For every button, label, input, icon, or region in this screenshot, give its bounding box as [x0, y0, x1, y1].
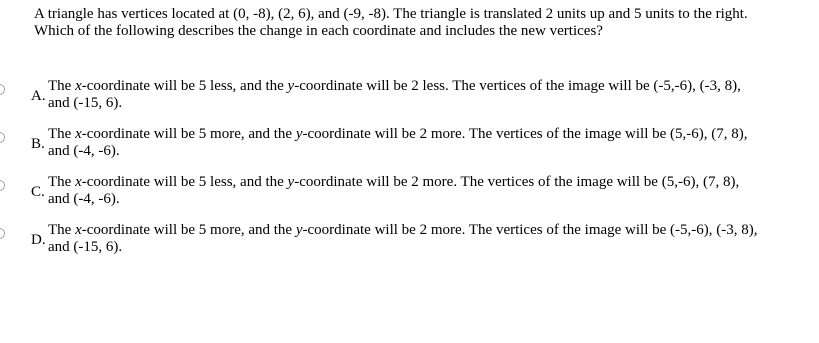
choice-d-line-2: and (-15, 6). [48, 239, 123, 255]
choice-d-line-1: The x-coordinate will be 5 more, and the y-coordinate will be 2 more. The vertices of the image will be (-5,-6), (-3, 8), [48, 222, 758, 238]
choice-d-letter: D. [31, 232, 46, 248]
question-line-2: Which of the following describes the change in each coordinate and includes the new vertices? [34, 23, 603, 39]
choice-b-letter: B. [31, 136, 45, 152]
choice-d[interactable] [0, 222, 819, 262]
choice-a-line-2: and (-15, 6). [48, 95, 123, 111]
choice-b-line-1: The x-coordinate will be 5 more, and the y-coordinate will be 2 more. The vertices of the image will be (5,-6), (7, 8), [48, 126, 748, 142]
choice-a[interactable] [0, 78, 819, 118]
question-text [34, 6, 809, 40]
choice-c-letter: C. [31, 184, 45, 200]
choice-a-radio[interactable] [0, 84, 5, 95]
choice-c-radio[interactable] [0, 180, 5, 191]
choice-b-radio[interactable] [0, 132, 5, 143]
choice-b-line-2: and (-4, -6). [48, 143, 120, 159]
choice-c-line-2: and (-4, -6). [48, 191, 120, 207]
choice-c[interactable] [0, 174, 819, 214]
choice-a-line-1: The x-coordinate will be 5 less, and the y-coordinate will be 2 less. The vertices of the image will be (-5,-6), (-3, 8), [48, 78, 741, 94]
question-line-1: A triangle has vertices located at (0, -8), (2, 6), and (-9, -8). The triangle is translated 2 units up and 5 units to the right. [34, 6, 748, 22]
choice-b[interactable] [0, 126, 819, 166]
choice-c-line-1: The x-coordinate will be 5 less, and the y-coordinate will be 2 more. The vertices of the image will be (5,-6), (7, 8), [48, 174, 740, 190]
choice-a-letter: A. [31, 88, 46, 104]
choice-d-radio[interactable] [0, 228, 5, 239]
